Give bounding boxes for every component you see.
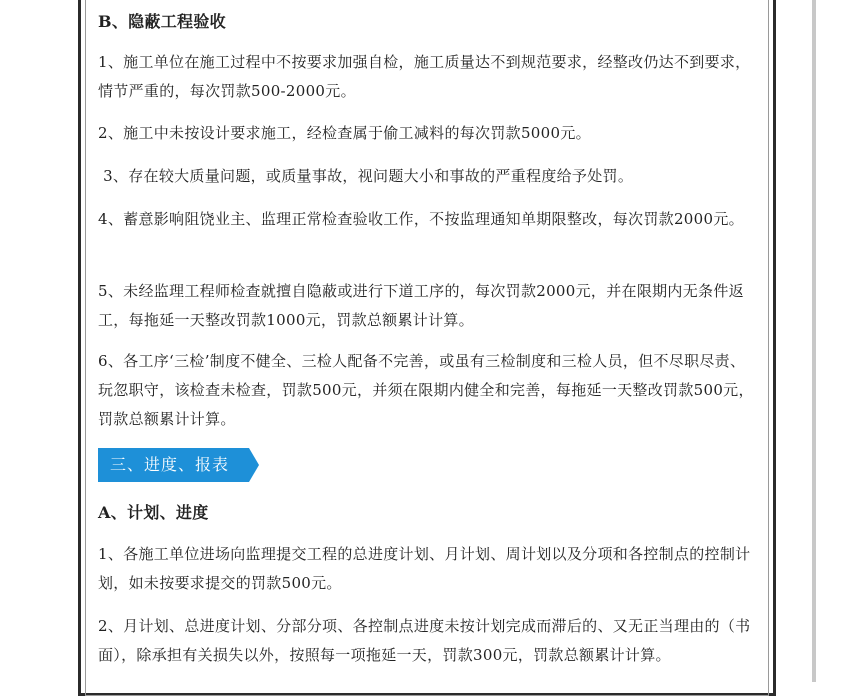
b-item-1: 1、施工单位在施工过程中不按要求加强自检，施工质量达不到规范要求，经整改仍达不到要求，情节严重的，每次罚款500-2000元。 — [98, 53, 751, 100]
b-item-2: 2、施工中未按设计要求施工，经检查属于偷工减料的每次罚款5000元。 — [98, 124, 591, 142]
a-item-1: 1、各施工单位进场向监理提交工程的总进度计划、月计划、周计划以及分项和各控制点的控制计划，如未按要求提交的罚款500元。 — [98, 545, 751, 592]
a-item-2: 2、月计划、总进度计划、分部分项、各控制点进度未按计划完成而滞后的、又无正当理由的（书面），除承担有关损失以外，按照每一项拖延一天，罚款300元，罚款总额累计计算。 — [98, 617, 751, 664]
section-band-label: 三、进度、报表 — [98, 448, 249, 482]
section-a-title: A、计划、进度 — [98, 503, 209, 522]
section-b-title: B、隐蔽工程验收 — [98, 12, 226, 31]
b-item-3: 3、存在较大质量问题，或质量事故，视问题大小和事故的严重程度给予处罚。 — [98, 167, 634, 185]
b-item-6: 6、各工序‘三检’制度不健全、三检人配备不完善，或虽有三检制度和三检人员，但不尽职尽责、玩忽职守，该检查未检查，罚款500元，并须在限期内健全和完善，每拖延一天整改罚款500元，罚款总额累计计算。 — [98, 352, 754, 428]
section-band — [98, 448, 249, 482]
right-edge-rule — [812, 0, 816, 682]
b-item-5: 5、未经监理工程师检查就擅自隐蔽或进行下道工序的，每次罚款2000元，并在限期内无条件返工，每拖延一天整改罚款1000元，罚款总额累计计算。 — [98, 282, 744, 329]
b-item-4: 4、蓄意影响阻饶业主、监理正常检查验收工作，不按监理通知单期限整改，每次罚款2000元。 — [98, 210, 744, 228]
